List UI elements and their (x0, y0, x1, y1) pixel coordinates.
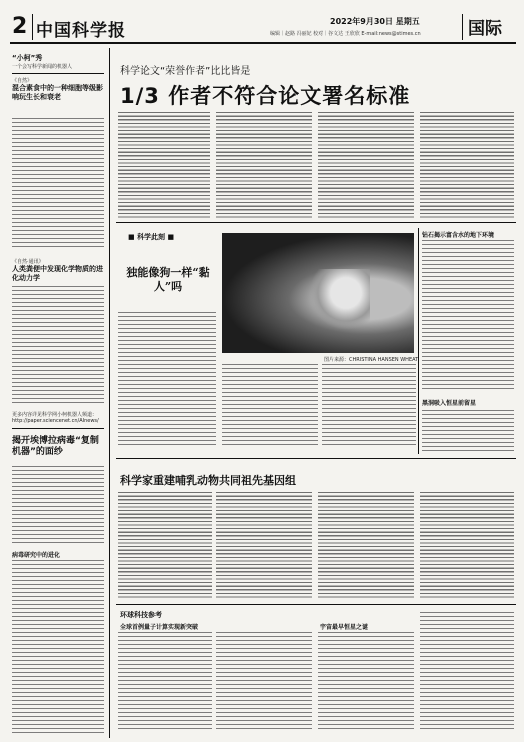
lead-body-col-3 (318, 112, 414, 220)
blackhole-body (422, 410, 514, 454)
bottom-body-col-4 (420, 492, 514, 600)
lead-body-col-2 (216, 112, 312, 220)
global-tech-body-2 (216, 632, 312, 732)
bottom-body-col-1 (118, 492, 212, 600)
bottom-body-col-3 (318, 492, 414, 600)
box-label-nature: 《自然》 (12, 78, 33, 84)
global-tech-body-1 (118, 632, 212, 732)
masthead-divider (32, 14, 33, 40)
ebola-headline: 揭开埃博拉病毒“复制机器”的面纱 (12, 436, 99, 457)
issue-date: 2022年9月30日 星期五 (330, 17, 420, 26)
photo-credit: 图片来源：CHRISTINA HANSEN WHEAT (324, 357, 419, 363)
xiaoke-title: “小柯”秀 (12, 54, 43, 62)
section-name: 国际 (468, 19, 502, 39)
diamond-headline: 钻石揭示富含水的地下环境 (422, 232, 495, 239)
feature-rule (116, 458, 516, 459)
xiaoke-footer: 更多内容详见科学网小柯机器人频道：http://paper.sciencenet.cn/AInews/ (12, 412, 99, 424)
masthead-rule (10, 42, 516, 44)
global-tech-sub2: 宇宙最早恒星之谜 (320, 624, 369, 631)
lead-kicker: 科学论文“荣誉作者”比比皆是 (120, 66, 251, 77)
global-tech-sub1: 全球首例量子计算实现新突破 (120, 624, 199, 631)
editor-credits: 编辑｜赵路 冯丽妃 校对｜谷文达 王欣欣 E-mail:news@stimes.cn (270, 31, 421, 37)
feature-label-text: 科学此刻 (137, 233, 166, 241)
page-number: 2 (12, 14, 28, 39)
global-tech-title: 环球科技参考 (120, 611, 162, 619)
xiaoke-box (12, 54, 104, 102)
global-tech-body-3 (318, 632, 414, 732)
left-column-rule (109, 48, 110, 738)
bottom-story-rule (116, 604, 516, 605)
ebola-body-2 (12, 560, 104, 736)
wolf-figure (310, 269, 370, 329)
global-tech-body-4 (420, 612, 514, 732)
lead-body-col-1 (118, 112, 210, 220)
xiaoke-rule (12, 73, 104, 74)
lead-headline: 1/3 作者不符合论文署名标准 (120, 84, 411, 108)
diamond-body (422, 240, 514, 390)
box-label-ncomms: 《自然·通讯》 (12, 259, 44, 265)
feature-title: 独能像狗一样“黏人”吗 (126, 266, 210, 293)
ncomms-brief-body (12, 286, 104, 406)
feature-body-col-2 (222, 364, 318, 446)
blackhole-headline: 黑洞吸入恒星前留星 (422, 400, 477, 407)
feature-body-col-1 (118, 312, 216, 446)
ebola-story-head (12, 436, 106, 458)
left-column-box-rule (12, 428, 104, 429)
section-divider (462, 14, 463, 40)
nature-brief-body (12, 118, 104, 250)
paper-name: 中国科学报 (36, 21, 126, 41)
wolf-photo (222, 233, 414, 353)
feature-body-col-3 (322, 364, 416, 446)
bottom-headline: 科学家重建哺乳动物共同祖先基因组 (120, 474, 296, 487)
lead-story-rule (116, 222, 516, 223)
ncomms-brief (12, 258, 104, 283)
right-column-rule (418, 228, 419, 454)
ebola-body-1 (12, 466, 104, 546)
ebola-subhead: 病毒研究中的进化 (12, 552, 61, 559)
ncomms-brief-headline: 人类粪便中发现化学物质的进化动力学 (12, 265, 103, 282)
nature-brief-headline: 混合素食中的一种细胞等级影响玩生长和衰老 (12, 84, 103, 101)
lead-body-col-4 (420, 112, 514, 220)
feature-label: ■ 科学此刻 ■ (128, 233, 175, 241)
xiaoke-subtitle: 一个会写科学新闻的机器人 (12, 64, 73, 70)
bottom-body-col-2 (216, 492, 312, 600)
